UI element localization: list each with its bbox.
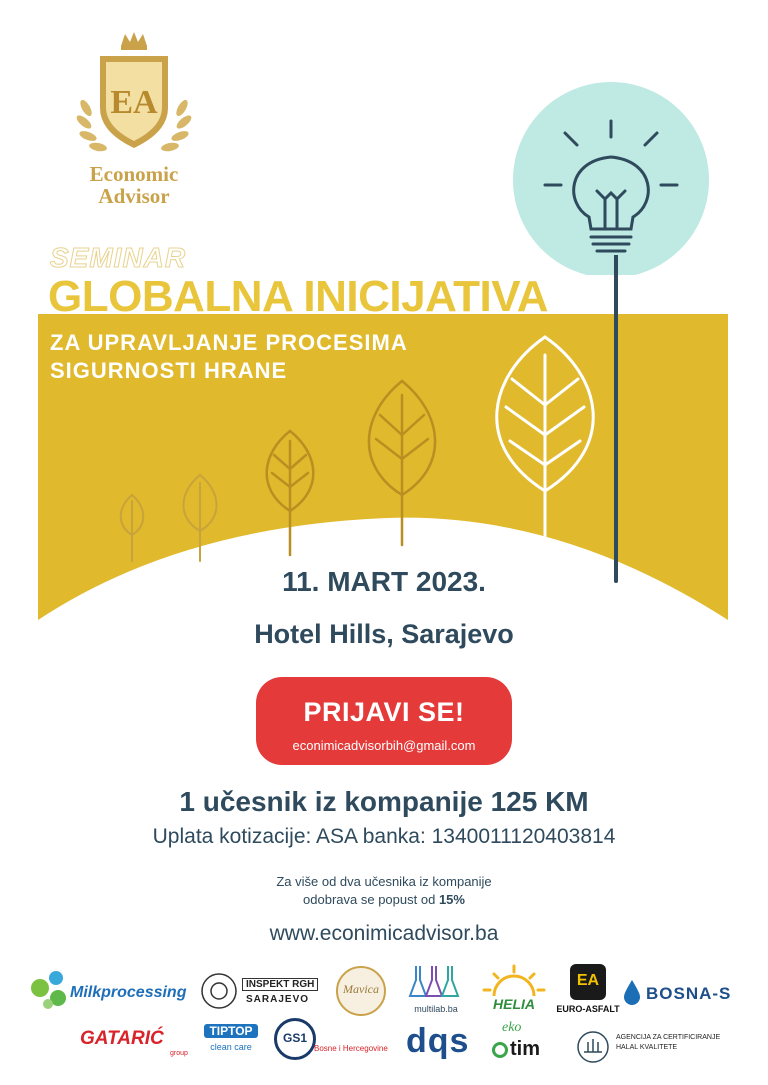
gs1-badge	[274, 1018, 316, 1060]
mavica-label: Mavica	[343, 982, 379, 996]
register-button-label: PRIJAVI SE!	[303, 697, 465, 727]
gataric-sub: group	[170, 1050, 188, 1057]
ekotim-dot	[492, 1042, 508, 1058]
halal-line2: HALAL KVALITETE	[616, 1044, 678, 1051]
seminar-kicker: SEMINAR	[50, 242, 187, 273]
contact-email[interactable]: econimicadvisorbih@gmail.com	[292, 738, 476, 753]
logo-name-line2: Advisor	[98, 184, 170, 208]
euroasfalt-label: EURO-ASFALT	[556, 1004, 620, 1014]
brand-logo	[72, 30, 196, 208]
helia-label: HELIA	[493, 996, 535, 1012]
sponsor-ekotim	[492, 1020, 552, 1066]
multilab-label: multilab.ba	[414, 1004, 458, 1014]
lightbulb-icon	[505, 75, 725, 275]
inspekt-line1: INSPEKT RGH	[242, 978, 318, 991]
euroasfalt-badge	[570, 964, 606, 1000]
discount-line1: Za više od dva učesnika iz kompanije	[276, 874, 492, 889]
register-button[interactable]	[256, 677, 512, 765]
sponsor-tiptop	[204, 1024, 260, 1058]
sponsor-bosnas	[622, 978, 742, 1008]
tiptop-line2: clean care	[210, 1042, 252, 1052]
sponsor-milkprocessing	[28, 964, 188, 1014]
milk-label: Milkprocessing	[70, 984, 187, 1001]
multilab-flask-icon	[406, 962, 466, 1002]
price-line: 1 učesnik iz kompanije 125 KM	[179, 786, 589, 817]
gataric-label: GATARIĆ	[80, 1028, 164, 1049]
sponsor-dqs: dqs	[406, 1022, 470, 1060]
drop-icon	[622, 978, 642, 1006]
sponsor-helia	[480, 962, 548, 1018]
ekotim-label: tim	[510, 1038, 540, 1060]
sponsor-inspekt	[200, 972, 315, 1012]
discount-text: odobrava se popust od	[303, 892, 436, 907]
gs1-label: GS1	[282, 1031, 307, 1045]
sponsor-mavica	[336, 966, 386, 1016]
sponsor-multilab	[406, 962, 466, 1018]
sponsor-gs1	[274, 1018, 394, 1064]
subtitle-line2: SIGURNOSTI HRANE	[50, 358, 288, 383]
sponsor-euroasfalt	[556, 964, 620, 1020]
euroasfalt-mono: EA	[576, 972, 600, 989]
discount-line2	[0, 892, 768, 907]
discount-value: 15%	[438, 892, 465, 907]
bank-line: Uplata kotizacije: ASA banka: 1340011120403814	[152, 825, 616, 848]
inspekt-emblem-icon	[200, 972, 238, 1010]
event-venue: Hotel Hills, Sarajevo	[254, 619, 514, 649]
gs1-sub: Bosne i Hercegovine	[314, 1044, 388, 1053]
ekotim-eko: eko	[502, 1020, 522, 1035]
page-title: GLOBALNA INICIJATIVA	[48, 272, 549, 321]
halal-seal-icon	[576, 1030, 610, 1064]
logo-name-line1: Economic	[89, 162, 179, 186]
halal-line1: AGENCIJA ZA CERTIFICIRANJE	[616, 1034, 721, 1041]
sponsor-halal	[576, 1030, 736, 1070]
sponsor-gataric	[80, 1028, 190, 1056]
milk-molecule-icon	[28, 966, 74, 1012]
website-link[interactable]: www.econimicadvisor.ba	[269, 922, 499, 945]
logo-monogram: EA	[110, 84, 158, 121]
bosnas-label: BOSNA-S	[646, 984, 732, 1003]
tiptop-line1: TIPTOP	[204, 1024, 258, 1038]
inspekt-line2: SARAJEVO	[246, 994, 310, 1005]
event-date: 11. MART 2023.	[282, 566, 486, 597]
subtitle-line1: ZA UPRAVLJANJE PROCESIMA	[50, 330, 408, 355]
